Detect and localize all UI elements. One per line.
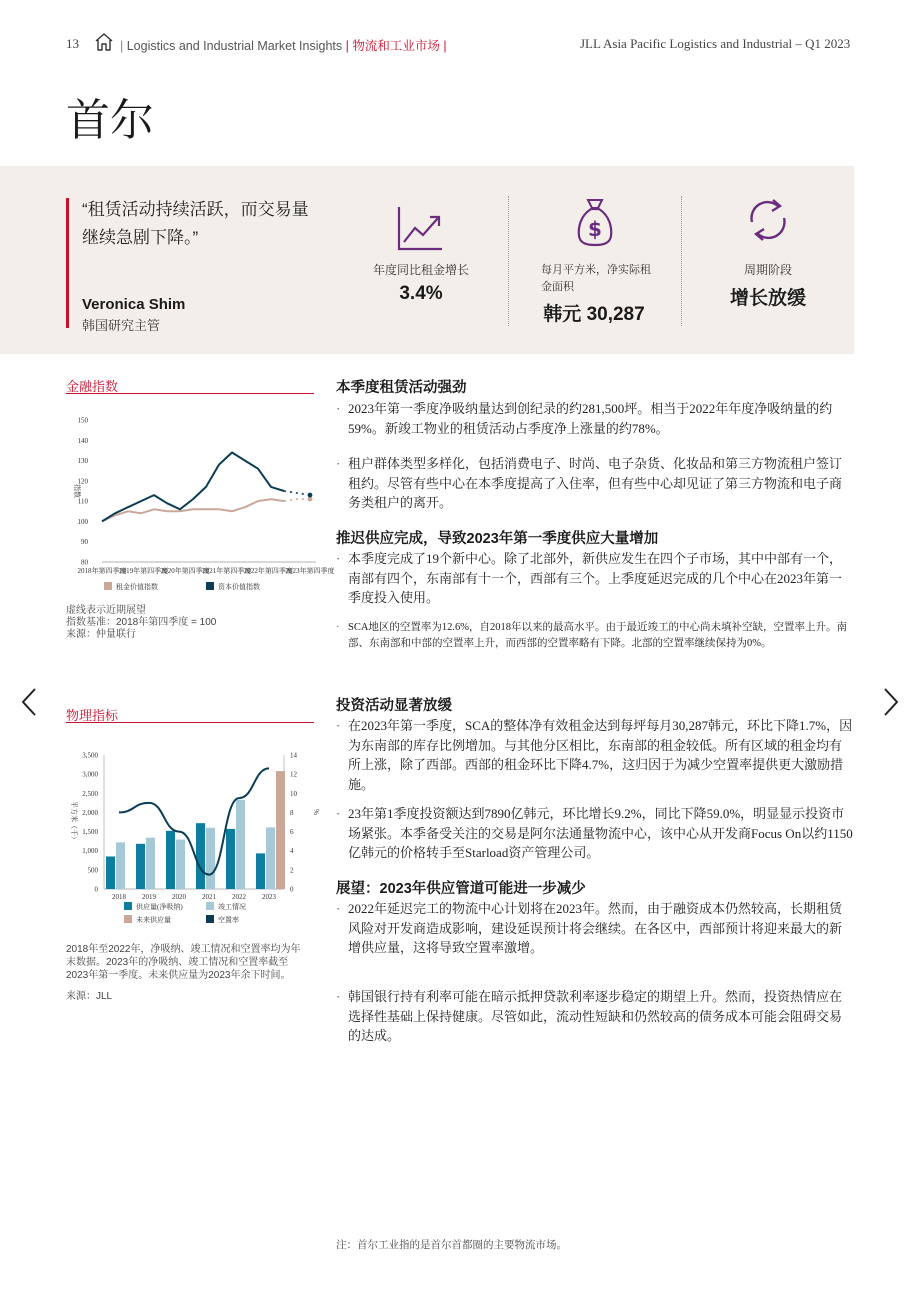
legend-label: 空置率 (218, 916, 239, 924)
bullet-text: 2023年第一季度净吸纳量达到创纪录的约281,500坪。相当于2022年年度净吸纳量的约59%。新竣工物业的租赁活动占季度净上涨量的约78%。 (348, 401, 833, 436)
bullet-text: 在2023年第一季度，SCA的整体净有效租金达到每坪每月30,287韩元，环比下降1.7%，因为东南部的库存比例增加。与其他分区相比，东南部的租金较低。所有区域的租金均有所上涨，除了西部。西部的租金环比下降4.7%，这归因于为减少空置率提供更大激励措施。 (348, 718, 853, 792)
bar-absorption (226, 829, 235, 889)
forecast-end-point (308, 493, 313, 498)
legend-swatch (104, 582, 112, 590)
header-left-sub[interactable]: 物流和工业市场 (352, 39, 440, 53)
y-tick-label: 140 (77, 436, 88, 445)
bullet-item: · 在2023年第一季度，SCA的整体净有效租金达到每坪每月30,287韩元，环比下降1.7%，因为东南部的库存比例增加。与其他分区相比，东南部的租金较低。所有区域的租金均有所上涨，除了西部。西部的租金环比下降4.7%，这归因于为减少空置率提供更大激励措施。 (336, 716, 854, 794)
y-tick-label: 1,500 (82, 828, 98, 837)
y-tick-label: 80 (81, 558, 88, 567)
bullet-text: 本季度完成了19个新中心。除了北部外，新供应发生在四个子市场，其中中部有一个，南部有四个，东南部有十一个，西部有三个。上季度延迟完成的几个中心在2023年第一季度投入使用。 (348, 551, 843, 606)
bar-absorption (166, 831, 175, 889)
stat-rent-label: 每月平方米，净实际租金面积 (541, 264, 651, 293)
note-line: 指数基准：2018年第四季度 = 100 (66, 617, 217, 628)
x-tick-label: 2021 (202, 893, 216, 901)
quote-author-role: 韩国研究主管 (82, 318, 161, 333)
y2-tick-label: 6 (290, 828, 294, 837)
y2-axis-label: % (312, 809, 320, 815)
stat-rent-value: 韩元 30,287 (543, 304, 645, 325)
x-tick-label: 2019 (142, 893, 156, 901)
physical-indicators-chart (64, 745, 328, 929)
legend-label: 供应量(净吸纳) (136, 903, 183, 911)
series-forecast-line (284, 499, 310, 501)
series-line-rental (102, 499, 284, 521)
x-tick-label: 2023 (262, 893, 276, 901)
x-tick-label: 2018 (112, 893, 126, 901)
bar-completions (236, 800, 245, 889)
legend-swatch (206, 582, 214, 590)
y-tick-label: 120 (77, 477, 88, 486)
legend-swatch (124, 902, 132, 910)
y-tick-label: 100 (77, 517, 88, 526)
y-tick-label: 110 (77, 497, 88, 506)
note-line: 虚线表示近期展望 (66, 605, 146, 616)
y-tick-label: 0 (94, 885, 98, 894)
financial-notes (66, 605, 216, 641)
x-tick-label: 2019年第四季度 (119, 567, 169, 575)
legend-label: 竣工情况 (218, 903, 246, 911)
legend-label: 租金价值指数 (116, 583, 158, 591)
bullet-item: · 本季度完成了19个新中心。除了北部外，新供应发生在四个子市场，其中中部有一个，南部有四个，东南部有十一个，西部有三个。上季度延迟完成的几个中心在2023年第一季度投入使用。 (336, 549, 854, 608)
section-heading-supply: 推迟供应完成，导致2023年第一季度供应大量增加 (336, 531, 659, 547)
line-chart-up-icon (396, 204, 444, 252)
physical-source: 来源：JLL (66, 991, 113, 1002)
bullet-text: SCA地区的空置率为12.6%，自2018年以来的最高水平。由于最近竣工的中心尚未填补空缺，空置率上升。南部、东南部和中部的空置率上升，而西部的空置率略有下降。北部的空置率继续保持为0%。 (348, 622, 848, 649)
section-rule (66, 722, 314, 723)
quote-author-name: Veronica Shim (82, 296, 186, 313)
bar-absorption (136, 844, 145, 889)
header-right-title: JLL Asia Pacific Logistics and Industrial – Q1 2023 (580, 36, 851, 51)
bar-absorption (256, 853, 265, 889)
y-tick-label: 3,000 (82, 770, 98, 779)
y-tick-label: 130 (77, 457, 88, 466)
section-heading-outlook: 展望：2023年供应管道可能进一步减少 (336, 881, 586, 897)
bullet-item: · 韩国银行持有利率可能在暗示抵押贷款利率逐步稳定的期望上升。然而，投资热情应在选择性基础上保持健康。尽管如此，流动性短缺和仍然较高的债务成本可能会阻碍交易的达成。 (336, 987, 854, 1046)
bar-completions (266, 827, 275, 889)
legend-swatch (206, 902, 214, 910)
y-axis-label: 平方米（千） (70, 801, 78, 843)
y-tick-label: 90 (81, 538, 88, 547)
page-title: 首尔 (66, 95, 154, 146)
legend-label: 未来供应量 (136, 916, 171, 924)
y-tick-label: 1,000 (82, 847, 98, 856)
x-tick-label: 2021年第四季度 (202, 567, 252, 575)
bar-completions (116, 842, 125, 889)
quote-text: “租赁活动持续活跃，而交易量继续急剧下降。” (82, 200, 309, 247)
bar-absorption (196, 823, 205, 889)
note-line: 来源：仲量联行 (66, 629, 136, 640)
financial-section-title: 金融指数 (66, 379, 119, 394)
prev-page-icon[interactable] (20, 686, 38, 726)
physical-note: 2018年至2022年，净吸纳、竣工情况和空置率均为年末数据。2023年的净吸纳、竣工情况和空置率截至2023年第一季度。未来供应量为2023年余下时间。 (66, 944, 301, 981)
y2-tick-label: 0 (290, 885, 294, 894)
page-number: 13 (66, 36, 79, 51)
footnote: 注：首尔工业指的是首尔首都圈的主要物流市场。 (336, 1239, 567, 1251)
y2-tick-label: 8 (290, 808, 294, 817)
stat-cycle-value: 增长放缓 (729, 288, 806, 309)
bullet-item: · 2023年第一季度净吸纳量达到创纪录的约281,500坪。相当于2022年年度净吸纳量的约59%。新竣工物业的租赁活动占季度净上涨量的约78%。 (336, 399, 854, 438)
bullet-item: · 租户群体类型多样化，包括消费电子、时尚、电子杂货、化妆品和第三方物流租户签订租约。尽管有些中心在本季度提高了入住率，但有些中心却见证了第三方物流和电子商务类租户的离开。 (336, 454, 854, 513)
quote-accent-bar (66, 198, 69, 328)
y-axis-label: 指数 (73, 484, 81, 498)
financial-index-chart (64, 410, 344, 596)
bar-absorption (106, 856, 115, 889)
cycle-arrows-icon (742, 196, 794, 244)
x-tick-label: 2018年第四季度 (77, 567, 127, 575)
legend-swatch (124, 915, 132, 923)
y-tick-label: 500 (87, 866, 98, 875)
series-forecast-line (284, 491, 310, 495)
x-tick-label: 2022 (232, 893, 246, 901)
y2-tick-label: 4 (290, 847, 294, 856)
y-tick-label: 2,000 (82, 808, 98, 817)
bullet-text: 租户群体类型多样化，包括消费电子、时尚、电子杂货、化妆品和第三方物流租户签订租约。尽管有些中心在本季度提高了入住率，但有些中心却见证了第三方物流和电子商务类租户的离开。 (348, 456, 843, 511)
y2-tick-label: 2 (290, 866, 294, 875)
stat-divider (681, 196, 682, 326)
stat-rent-growth-label: 年度同比租金增长 (372, 263, 469, 277)
next-page-icon[interactable] (882, 686, 900, 726)
x-tick-label: 2020 (172, 893, 186, 901)
section-heading-investment: 投资活动显著放缓 (336, 698, 452, 714)
bullet-item: · SCA地区的空置率为12.6%，自2018年以来的最高水平。由于最近竣工的中心尚未填补空缺，空置率上升。南部、东南部和中部的空置率上升，而西部的空置率略有下降。北部的空置率继续保持为0%。 (336, 620, 854, 651)
bullet-item: · 23年第1季度投资额达到7890亿韩元，环比增长9.2%，同比下降59.0%，明显显示投资市场紧张。本季备受关注的交易是阿尔法通量物流中心，该中心从开发商Focus On以约1150亿韩元的价格转手至Starload资产管理公司。 (336, 804, 854, 863)
svg-text:$: $ (588, 217, 602, 241)
home-icon[interactable] (94, 32, 114, 52)
section-heading-leasing: 本季度租赁活动强劲 (336, 380, 467, 396)
section-rule (66, 393, 314, 394)
stat-rent-growth-value: 3.4% (399, 283, 443, 304)
y2-tick-label: 12 (290, 770, 297, 779)
bullet-text: 23年第1季度投资额达到7890亿韩元，环比增长9.2%，同比下降59.0%，明显显示投资市场紧张。本季备受关注的交易是阿尔法通量物流中心，该中心从开发商Focus On以约1150亿韩元的价格转手至Starload资产管理公司。 (348, 806, 853, 861)
bar-completions (206, 828, 215, 889)
bullet-text: 2022年延迟完工的物流中心计划将在2023年。然而，由于融资成本仍然较高，长期租赁风险对开发商造成影响，建设延误预计将会继续。在各区中，西部预计将迎来最大的新增供应量，这将导致空置率激增。 (348, 901, 843, 956)
legend-label: 资本价值指数 (218, 583, 260, 591)
bar-future-supply (276, 771, 285, 889)
bullet-text: 韩国银行持有利率可能在暗示抵押贷款利率逐步稳定的期望上升。然而，投资热情应在选择性基础上保持健康。尽管如此，流动性短缺和仍然较高的债务成本可能会阻碍交易的达成。 (348, 989, 843, 1044)
y2-tick-label: 10 (290, 789, 297, 798)
x-tick-label: 2022年第四季度 (243, 567, 293, 575)
stat-divider (508, 196, 509, 326)
physical-section-title: 物理指标 (66, 708, 119, 723)
y-tick-label: 3,500 (82, 751, 98, 760)
header-left-title[interactable]: Logistics and Industrial Market Insights (126, 39, 343, 53)
y-tick-label: 150 (77, 416, 88, 425)
x-tick-label: 2023年第四季度 (285, 567, 335, 575)
bullet-item: · 2022年延迟完工的物流中心计划将在2023年。然而，由于融资成本仍然较高，长期租赁风险对开发商造成影响，建设延误预计将会继续。在各区中，西部预计将迎来最大的新增供应量，这将导致空置率激增。 (336, 899, 854, 958)
y-tick-label: 2,500 (82, 789, 98, 798)
header-nav: | Logistics and Industrial Market Insights | 物流和工业市场 | (120, 39, 447, 53)
legend-swatch (206, 915, 214, 923)
x-tick-label: 2020年第四季度 (160, 567, 210, 575)
bar-completions (146, 838, 155, 889)
stat-cycle-label: 周期阶段 (743, 263, 792, 277)
bar-completions (176, 840, 185, 889)
y2-tick-label: 14 (290, 751, 297, 760)
money-bag-icon (576, 196, 614, 248)
